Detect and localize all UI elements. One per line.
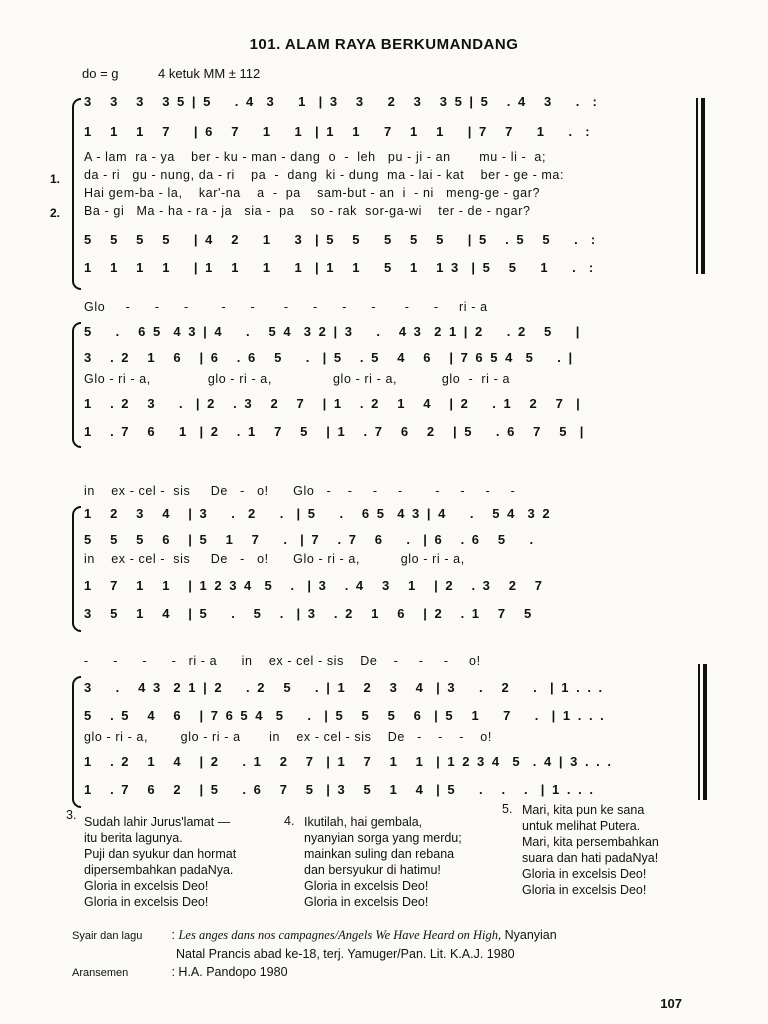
verse-line: Gloria in excelsis Deo! [84,895,209,909]
lyric-row: Glo - - - - - - - - - - - ri - a [84,300,488,314]
notation-row: 5 . 5 4 6 | 7 6 5 4 5 . | 5 5 5 6 | 5 1 7 . | 1 . . . [84,708,606,723]
verse-marker-2: 2. [50,206,61,220]
notation-row: 1 1 1 7 | 6 7 1 1 | 1 1 7 1 1 | 7 7 1 . : [84,124,592,139]
verse-number: 4. [284,814,295,828]
system-brace [72,676,81,808]
notation-row: 3 . 4 3 2 1 | 2 . 2 5 . | 1 2 3 4 | 3 . 2 . | 1 . . . [84,680,605,695]
verse-line: Sudah lahir Jurus'lamat — [84,815,231,829]
notation-row: 3 5 1 4 | 5 . 5 . | 3 . 2 1 6 | 2 . 1 7 5 [84,606,534,621]
verse-line: nyanyian sorga yang merdu; [304,831,462,845]
notation-row: 3 3 3 3 5 | 5 . 4 3 1 | 3 3 2 3 3 5 | 5 . 4 3 . : [84,94,599,109]
verse-line: Mari, kita persembahkan [522,835,659,849]
verse-4 [304,814,462,910]
lyric-row: da - ri gu - nung, da - ri pa - dang ki - dung ma - lai - kat ber - ge - ma: [84,168,565,182]
lyrics-sep: : [171,928,175,942]
lyric-row: Hai gem-ba - la, kar'-na a - pa sam-but - an i - ni meng-ge - gar? [84,186,541,200]
lyrics-credit-line2: Natal Prancis abad ke-18, terj. Yamuger/Pan. Lit. K.A.J. 1980 [176,947,515,961]
notation-row: 1 1 1 1 | 1 1 1 1 | 1 1 5 1 1 3 | 5 5 1 . : [84,260,596,275]
lyric-row: - - - - ri - a in ex - cel - sis De - - - o! [84,654,481,668]
lyric-row: glo - ri - a, glo - ri - a in ex - cel - sis De - - - o! [84,730,492,744]
verse-line: Mari, kita pun ke sana [522,803,645,817]
system-brace [72,506,81,632]
verse-line: Gloria in excelsis Deo! [304,895,429,909]
page-number: 107 [660,996,682,1011]
lyrics-credit [72,926,732,945]
tempo-line [82,66,261,81]
verse-line: itu berita lagunya. [84,831,183,845]
verse-line: untuk melihat Putera. [522,819,641,833]
verse-line: dan bersyukur di hatimu! [304,863,441,877]
lyric-row: Ba - gi Ma - ha - ra - ja sia - pa so - rak sor-ga-wi ter - de - ngar? [84,204,531,218]
lyric-row: A - lam ra - ya ber - ku - man - dang o - leh pu - ji - an mu - li - a; [84,150,547,164]
verse-line: Puji dan syukur dan hormat [84,847,237,861]
music-system-4 [64,654,704,810]
verse-3 [84,814,236,910]
lyric-row: Glo - ri - a, glo - ri - a, glo - ri - a, glo - ri - a [84,372,511,386]
verse-line: Gloria in excelsis Deo! [522,867,647,881]
music-system-3 [64,484,704,634]
verse-number: 3. [66,808,77,822]
verse-line: Gloria in excelsis Deo! [304,879,429,893]
notation-row: 1 2 3 4 | 3 . 2 . | 5 . 6 5 4 3 | 4 . 5 4 3 2 [84,506,552,521]
verse-line: Gloria in excelsis Deo! [522,883,647,897]
verse-marker-1: 1. [50,172,61,186]
music-system-1 [64,94,704,294]
notation-row: 5 5 5 5 | 4 2 1 3 | 5 5 5 5 5 | 5 . 5 5 . : [84,232,598,247]
arrangement-value: : H.A. Pandopo 1980 [171,965,288,979]
verse-5 [522,802,659,898]
repeat-barline [696,98,698,274]
arrangement-label: Aransemen [72,967,129,979]
lyric-row: in ex - cel - sis De - o! Glo - ri - a, glo - ri - a, [84,552,465,566]
arrangement-credit [72,963,732,982]
lyrics-source-rest: Nyanyian [504,928,557,942]
notation-row: 3 . 2 1 6 | 6 . 6 5 . | 5 . 5 4 6 | 7 6 5 4 5 . | [84,350,575,365]
verse-line: mainkan suling dan rebana [304,847,455,861]
lyric-row: in ex - cel - sis De - o! Glo - - - - - - - - [84,484,516,498]
key-signature: do = g [82,66,119,81]
music-system-2 [64,300,704,450]
notation-row: 1 . 2 3 . | 2 . 3 2 7 | 1 . 2 1 4 | 2 . 1 2 7 | [84,396,582,411]
credits [72,926,732,982]
hymn-title: 101. ALAM RAYA BERKUMANDANG [249,36,519,53]
system-brace [72,322,81,448]
verse-line: suara dan hati padaNya! [522,851,659,865]
final-barline [703,664,707,800]
meter-tempo: 4 ketuk MM ± 112 [158,66,261,81]
verse-number: 5. [502,802,513,816]
verse-line: Ikutilah, hai gembala, [304,815,423,829]
final-barline [698,664,700,800]
lyrics-label: Syair dan lagu [72,930,143,942]
notation-row: 1 . 2 1 4 | 2 . 1 2 7 | 1 7 1 1 | 1 2 3 4 5 . 4 | 3 . . . [84,754,614,769]
system-brace [72,98,81,290]
notation-row: 1 . 7 6 2 | 5 . 6 7 5 | 3 5 1 4 | 5 . . . | 1 . . . [84,782,595,797]
verse-line: Gloria in excelsis Deo! [84,879,209,893]
notation-row: 5 . 6 5 4 3 | 4 . 5 4 3 2 | 3 . 4 3 2 1 | 2 . 2 5 | [84,324,582,339]
notation-row: 1 . 7 6 1 | 2 . 1 7 5 | 1 . 7 6 2 | 5 . 6 7 5 | [84,424,586,439]
lyrics-source-title: Les anges dans nos campagnes/Angels We Have Heard on High, [178,928,502,942]
repeat-barline [701,98,705,274]
notation-row: 5 5 5 6 | 5 1 7 . | 7 . 7 6 . | 6 . 6 5 . [84,532,536,547]
notation-row: 1 7 1 1 | 1 2 3 4 5 . | 3 . 4 3 1 | 2 . 3 2 7 [84,578,545,593]
verse-line: dipersembahkan padaNya. [84,863,234,877]
